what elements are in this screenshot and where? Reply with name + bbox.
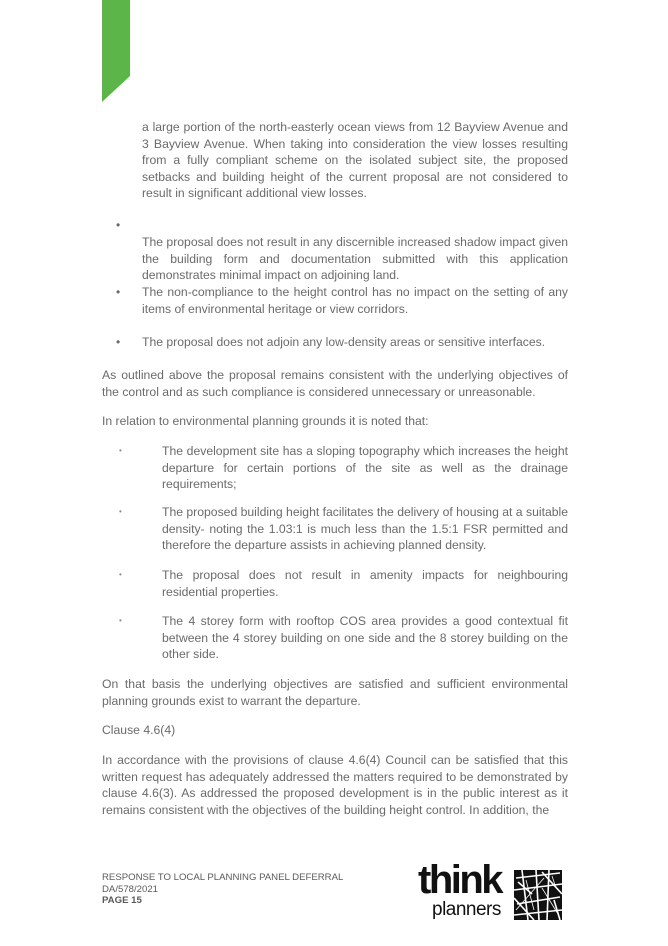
in-accordance-paragraph: In accordance with the provisions of clause 4.6(4) Council can be satisfied that this written request has adequately addressed the matters required to be demonstrated by clause 4.6(3). As addressed the proposed development is in the public interest as it remains consistent with the objectives of the building height control. In addition, the <box>102 753 568 817</box>
continuation-paragraph: a large portion of the north-easterly ocean views from 12 Bayview Avenue and 3 Bayview Avenue. When taking into consideration the view losses resulting from a fully compliant scheme on the isolated subject site, the proposed setbacks and building height of the current proposal are not considered to result in significant additional view losses. <box>142 120 568 200</box>
bullet-item-density: The proposed building height facilitates the delivery of housing at a suitable density- noting the 1.03:1 is much less than the 1.5:1 FSR permitted and therefore the departure assists in achieving planned density. <box>162 505 568 552</box>
bullet-marker: • <box>119 616 122 625</box>
footer-page-number: PAGE 15 <box>102 895 142 906</box>
bullet-marker: • <box>116 218 121 232</box>
footer-da-number: DA/578/2021 <box>102 883 159 895</box>
bullet-item-shadow: The proposal does not result in any discernible increased shadow impact given the building form and documentation submitted with this application demonstrates minimal impact on adjoining land. <box>142 235 568 282</box>
bullet-item-contextual-fit: The 4 storey form with rooftop COS area provides a good contextual fit between the 4 storey building on one side and the 8 storey building on the other side. <box>162 614 568 661</box>
clause-heading: Clause 4.6(4) <box>102 723 176 737</box>
bullet-item-low-density: The proposal does not adjoin any low-density areas or sensitive interfaces. <box>142 335 546 349</box>
logo-word-planners: planners <box>432 899 501 920</box>
bullet-marker: • <box>116 285 121 299</box>
logo-word-think: think <box>418 858 502 902</box>
footer-document-title: RESPONSE TO LOCAL PLANNING PANEL DEFERRAL <box>102 872 344 883</box>
on-that-basis-paragraph: On that basis the underlying objectives are satisfied and sufficient environmental planning grounds exist to warrant the departure. <box>102 677 568 708</box>
bullet-item-topography: The development site has a sloping topography which increases the height departure for certain portions of the site as well as the drainage requirements; <box>162 444 568 491</box>
bullet-marker: • <box>119 446 122 455</box>
bullet-marker: • <box>119 570 122 579</box>
green-corner-tab <box>102 0 130 102</box>
think-planners-logo <box>418 858 564 924</box>
bullet-item-heritage: The non-compliance to the height control has no impact on the setting of any items of environmental heritage or view corridors. <box>142 285 568 316</box>
bullet-marker: • <box>119 507 122 516</box>
page-footer <box>102 872 343 907</box>
bullet-marker: • <box>116 335 121 349</box>
in-relation-paragraph: In relation to environmental planning grounds it is noted that: <box>102 414 429 428</box>
as-outlined-paragraph: As outlined above the proposal remains consistent with the underlying objectives of the control and as such compliance is considered unnecessary or unreasonable. <box>102 368 568 399</box>
bullet-item-amenity: The proposal does not result in amenity impacts for neighbouring residential properties. <box>162 568 568 599</box>
street-map-icon <box>514 870 562 920</box>
